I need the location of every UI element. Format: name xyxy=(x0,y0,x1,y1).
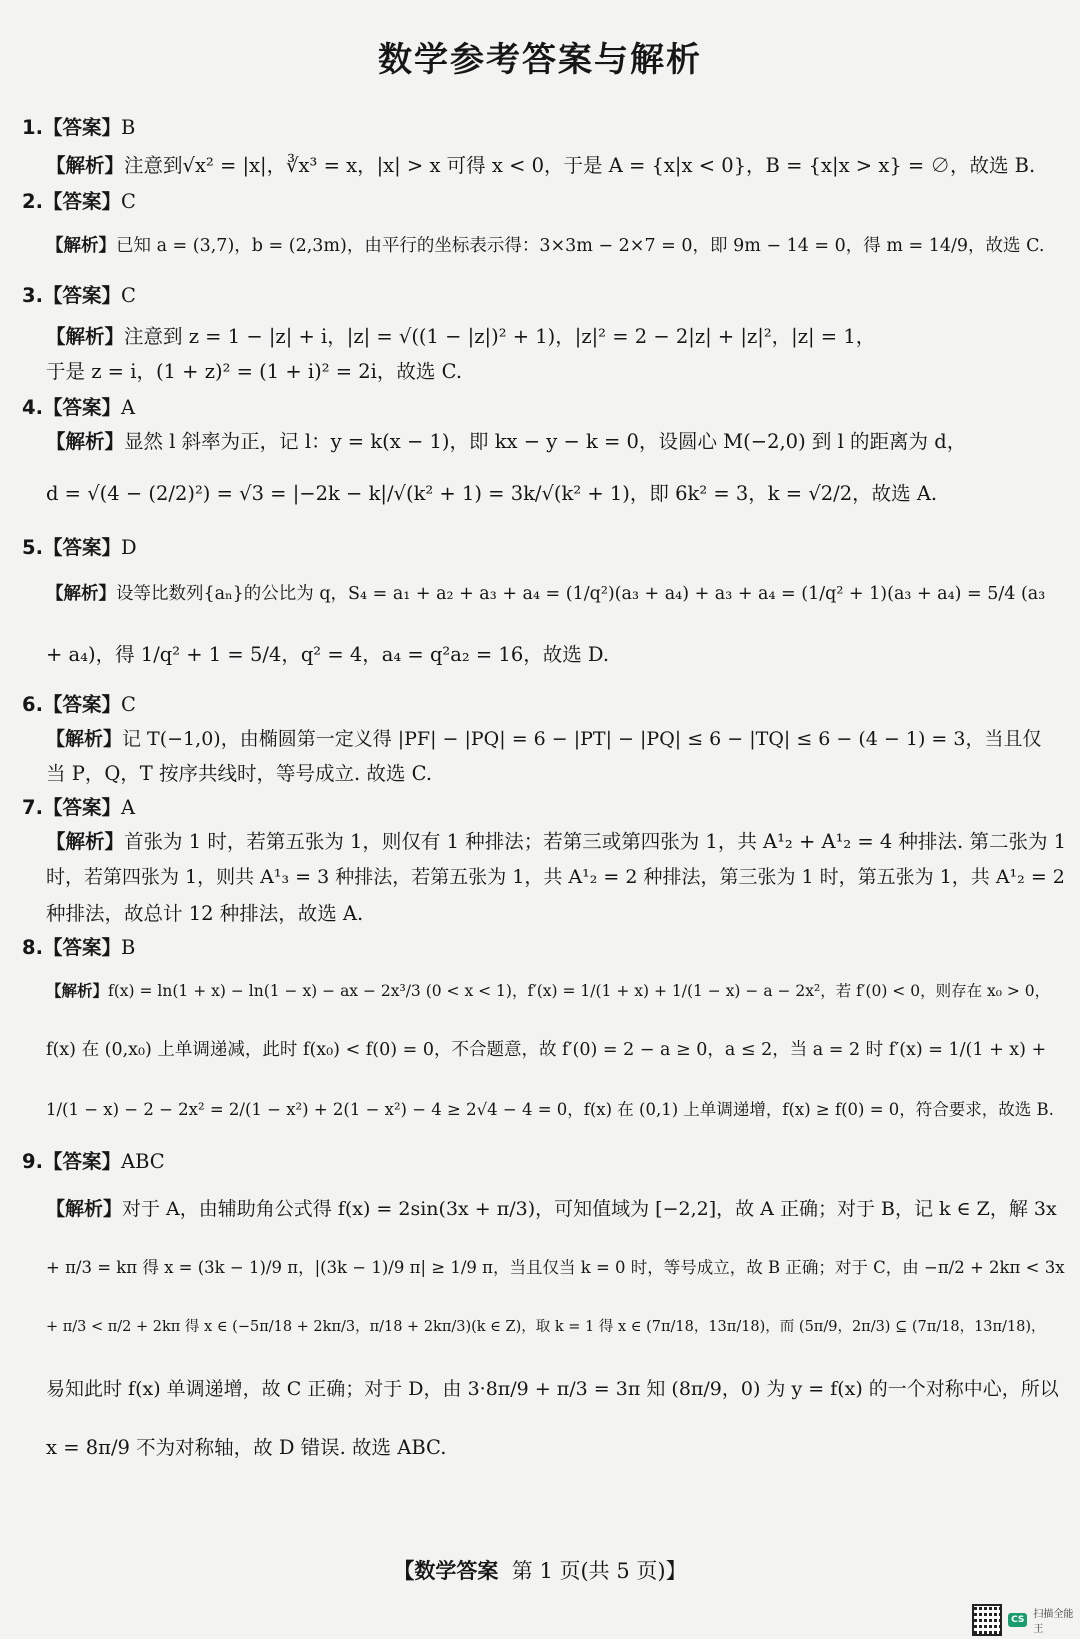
question-8-analysis-line-1: 【解析】f(x) = ln(1 + x) − ln(1 − x) − ax − 2x³/3 (0 < x < 1)，f′(x) = 1/(1 + x) + 1/(1 − x) − a − 2x²，若 f′(0) < 0，则存在 x₀ > 0， xyxy=(46,982,1051,1000)
question-9-answer: 9.【答案】ABC xyxy=(22,1150,165,1173)
question-6-analysis-line-2: 当 P，Q，T 按序共线时，等号成立. 故选 C. xyxy=(46,762,433,785)
question-2-answer: 2.【答案】C xyxy=(22,190,136,213)
question-2-analysis: 【解析】已知 a = (3,7)，b = (2,3m)，由平行的坐标表示得：3×3m − 2×7 = 0，即 9m − 14 = 0，得 m = 14/9，故选 C. xyxy=(46,236,1045,256)
question-9-analysis-line-1: 【解析】对于 A，由辅助角公式得 f(x) = 2sin(3x + π/3)，可知值域为 [−2,2]，故 A 正确；对于 B，记 k ∈ Z，解 3x xyxy=(46,1198,1057,1220)
question-9-analysis-line-2: + π/3 = kπ 得 x = (3k − 1)/9 π，|(3k − 1)/9 π| ≥ 1/9 π，当且仅当 k = 0 时，等号成立，故 B 正确；对于 C，由 −π/2 + 2kπ < 3x xyxy=(46,1258,1065,1277)
question-1-answer: 1.【答案】B xyxy=(22,116,136,139)
question-7-analysis-line-2: 时，若第四张为 1，则共 A¹₃ = 3 种排法，若第五张为 1，共 A¹₂ = 2 种排法，第三张为 1 时，第五张为 1，共 A¹₂ = 2 xyxy=(46,866,1065,888)
question-7-answer: 7.【答案】A xyxy=(22,796,136,819)
question-8-answer: 8.【答案】B xyxy=(22,936,136,959)
question-8-analysis-line-2: f(x) 在 (0,x₀) 上单调递减，此时 f(x₀) < f(0) = 0，不合题意，故 f′(0) = 2 − a ≥ 0，a ≤ 2，当 a = 2 时 f′(x) = 1/(1 + x) + xyxy=(46,1040,1047,1060)
question-7-analysis-line-1: 【解析】首张为 1 时，若第五张为 1，则仅有 1 种排法；若第三或第四张为 1，共 A¹₂ + A¹₂ = 4 种排法. 第二张为 1 xyxy=(46,830,1067,853)
page-title: 数学参考答案与解析 xyxy=(378,40,702,80)
camscanner-logo-icon: CS xyxy=(1008,1613,1027,1627)
question-8-analysis-line-3: 1/(1 − x) − 2 − 2x² = 2/(1 − x²) + 2(1 − x²) − 4 ≥ 2√4 − 4 = 0，f(x) 在 (0,1) 上单调递增，f(x) ≥ f(0) = 0，符合要求，故选 B. xyxy=(46,1100,1054,1119)
question-5-answer: 5.【答案】D xyxy=(22,536,137,559)
question-9-analysis-line-4: 易知此时 f(x) 单调递增，故 C 正确；对于 D，由 3·8π/9 + π/3 = 3π 知 (8π/9，0) 为 y = f(x) 的一个对称中心，所以 xyxy=(46,1378,1059,1400)
question-3-analysis-line-2: 于是 z = i，(1 + z)² = (1 + i)² = 2i，故选 C. xyxy=(46,360,463,383)
question-4-answer: 4.【答案】A xyxy=(22,396,136,419)
question-6-analysis-line-1: 【解析】记 T(−1,0)，由椭圆第一定义得 |PF| − |PQ| = 6 − |PT| − |PQ| ≤ 6 − |TQ| ≤ 6 − (4 − 1) = 3，当且仅 xyxy=(46,728,1042,750)
watermark-text: 扫描全能王 xyxy=(1033,1609,1074,1635)
question-1-analysis: 【解析】注意到√x² = |x|，∛x³ = x，|x| > x 可得 x < 0，于是 A = {x|x < 0}，B = {x|x > x} = ∅，故选 B. xyxy=(46,154,1036,177)
qr-code-icon xyxy=(972,1604,1002,1636)
question-9-analysis-line-5: x = 8π/9 不为对称轴，故 D 错误. 故选 ABC. xyxy=(46,1436,447,1459)
question-5-analysis-line-2: + a₄)，得 1/q² + 1 = 5/4，q² = 4，a₄ = q²a₂ = 16，故选 D. xyxy=(46,643,610,666)
question-6-answer: 6.【答案】C xyxy=(22,693,136,716)
question-3-analysis-line-1: 【解析】注意到 z = 1 − |z| + i，|z| = √((1 − |z|)² + 1)，|z|² = 2 − 2|z| + |z|²，|z| = 1， xyxy=(46,325,876,348)
question-4-analysis-line-2: d = √(4 − (2/2)²) = √3 = |−2k − k|/√(k² + 1) = 3k/√(k² + 1)，即 6k² = 3，k = √2/2，故选 A. xyxy=(46,482,938,505)
scanner-watermark xyxy=(972,1604,1080,1636)
question-5-analysis-line-1: 【解析】设等比数列{aₙ}的公比为 q，S₄ = a₁ + a₂ + a₃ + a₄ = (1/q²)(a₃ + a₄) + a₃ + a₄ = (1/q² + 1)(a₃ + a₄) = 5/4 (a₃ xyxy=(46,584,1046,604)
question-4-analysis-line-1: 【解析】显然 l 斜率为正，记 l：y = k(x − 1)，即 kx − y − k = 0，设圆心 M(−2,0) 到 l 的距离为 d， xyxy=(46,430,967,453)
question-7-analysis-line-3: 种排法，故总计 12 种排法，故选 A. xyxy=(46,902,364,925)
question-9-analysis-line-3: + π/3 < π/2 + 2kπ 得 x ∈ (−5π/18 + 2kπ/3，π/18 + 2kπ/3)(k ∈ Z)，取 k = 1 得 x ∈ (7π/18，13π/18)，而 (5π/9，2π/3) ⊆ (7π/18，13π/18)， xyxy=(46,1319,1046,1335)
question-3-answer: 3.【答案】C xyxy=(22,284,136,307)
page-footer: 【数学答案 第 1 页(共 5 页)】 xyxy=(393,1559,687,1583)
